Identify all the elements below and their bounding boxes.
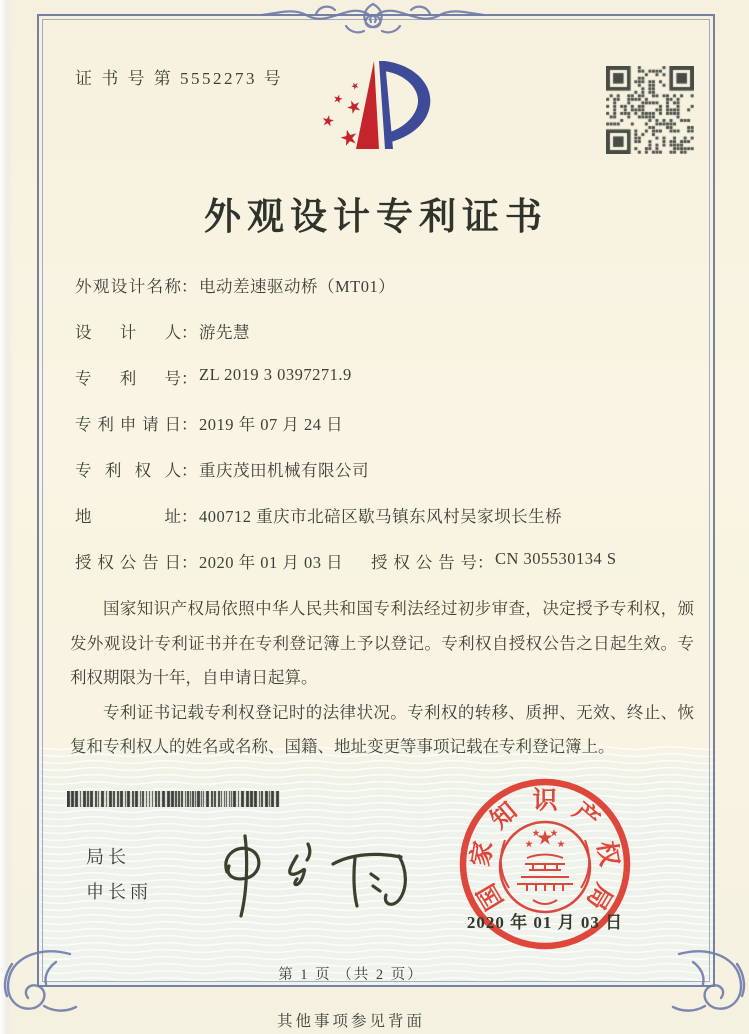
- field-value: 重庆茂田机械有限公司: [199, 461, 369, 480]
- commissioner-title: 局长: [86, 847, 130, 867]
- paragraph: 专利证书记载专利权登记时的法律状况。专利权的转移、质押、无效、终止、恢复和专利权人的姓名或名称、国籍、地址变更等事项记载在专利登记簿上。: [70, 702, 694, 756]
- national-emblem: [500, 822, 590, 912]
- svg-text:家: 家: [467, 839, 499, 869]
- grant-no-label: 授权公告号: [371, 553, 477, 572]
- commissioner-name: 申长雨: [86, 882, 152, 902]
- paragraph: 国家知识产权局依照中华人民共和国专利法经过初步审查，决定授予专利权，颁发外观设计专利证书并在专利登记簿上予以登记。专利权自授权公告之日起生效。专利权期限为十年，自申请日起算。: [70, 599, 694, 687]
- field-value: 电动差速驱动桥（MT01）: [199, 277, 396, 296]
- certificate-number: 证 书 号 第 5552273 号: [75, 69, 284, 88]
- signature-handwriting-icon: [205, 830, 445, 920]
- certificate-title: 外观设计专利证书: [204, 197, 548, 238]
- svg-text:局: 局: [580, 878, 618, 915]
- field-row: 设计人 ： 游先慧: [75, 319, 675, 338]
- svg-text:权: 权: [591, 839, 623, 869]
- grant-row: 授权公告日 ： 2020 年 01 月 03 日 授权公告号 ： CN 305530134 S: [75, 549, 617, 572]
- scan-edge: [0, 0, 14, 1034]
- commissioner-block: [86, 843, 152, 913]
- back-side-note: 其他事项参见背面: [276, 1013, 425, 1030]
- seal-date: 2020 年 01 月 03 日: [466, 913, 624, 932]
- legal-paragraphs: [70, 592, 694, 765]
- grant-date-value: 2020 年 01 月 03 日: [199, 553, 344, 572]
- certificate-fields: [75, 273, 675, 595]
- grant-date-label: 授权公告日: [75, 553, 181, 572]
- field-label: 专利权人: [75, 461, 181, 480]
- field-label: 专利申请日: [75, 415, 181, 434]
- field-row: 地址 ： 400712 重庆市北碚区歇马镇东风村吴家坝长生桥: [75, 503, 675, 522]
- field-label: 专利号: [75, 369, 181, 388]
- cnipa-logo-icon: [299, 55, 433, 155]
- svg-text:产: 产: [567, 797, 605, 835]
- field-label: 设计人: [75, 323, 181, 342]
- field-label: 地址: [75, 507, 181, 526]
- field-value: 游先慧: [199, 323, 250, 342]
- svg-text:知: 知: [485, 797, 523, 835]
- svg-text:识: 识: [532, 787, 558, 815]
- barcode: [67, 791, 281, 807]
- field-row: 专利号 ： ZL 2019 3 0397271.9: [75, 365, 352, 388]
- qr-code: [606, 66, 694, 154]
- field-row: 专利权人 ： 重庆茂田机械有限公司: [75, 457, 675, 476]
- field-value: 400712 重庆市北碚区歇马镇东风村吴家坝长生桥: [199, 507, 563, 526]
- field-row: 专利申请日 ： 2019 年 07 月 24 日: [75, 411, 675, 430]
- field-row: 外观设计名称 ： 电动差速驱动桥（MT01）: [75, 273, 675, 292]
- grant-no-value: CN 305530134 S: [495, 549, 617, 568]
- field-label: 外观设计名称: [75, 277, 181, 296]
- page-number: 第 1 页 （共 2 页）: [278, 967, 424, 983]
- field-value: ZL 2019 3 0397271.9: [199, 365, 352, 384]
- field-value: 2019 年 07 月 24 日: [199, 415, 344, 434]
- svg-text:国: 国: [472, 878, 510, 915]
- top-flourish-ornament: [258, 0, 488, 40]
